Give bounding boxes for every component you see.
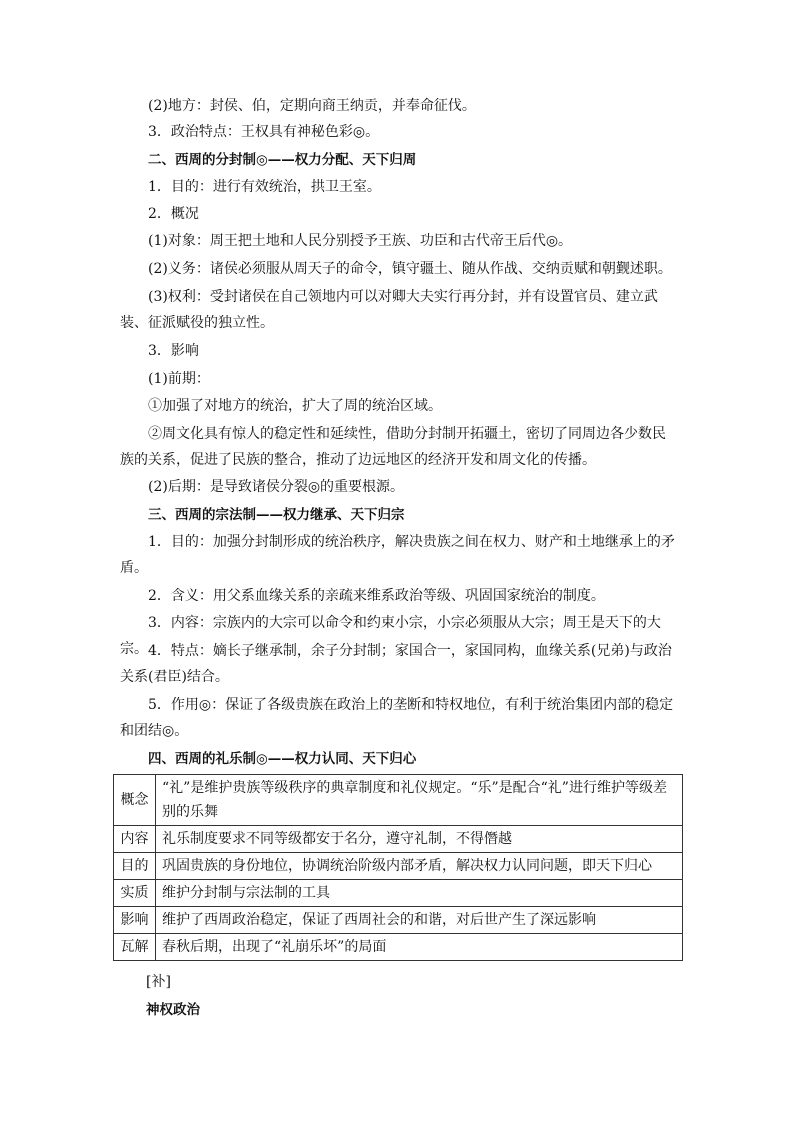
paragraph-rights: (3)权利：受封诸侯在自己领地内可以对卿大夫实行再分封，并有设置官员、建立武装、征派赋役的独立性。 [120, 289, 658, 331]
table-row-key: 目的 [114, 853, 156, 880]
table-row-value: 维护了西周政治稳定，保证了西周社会的和谐，对后世产生了深远影响 [156, 907, 683, 934]
table-row-key: 瓦解 [114, 934, 156, 961]
paragraph-political-feature: 3．政治特点：王权具有神秘色彩◎。 [148, 124, 380, 140]
table-row-key: 实质 [114, 880, 156, 907]
table-row-key: 概念 [114, 775, 156, 826]
paragraph-duties: (2)义务：诸侯必须服从周天子的命令，镇守疆土、随从作战、交纳贡赋和朝觐述职。 [148, 261, 672, 277]
supplement-marker: [补] [146, 974, 171, 990]
paragraph-impact-2: ②周文化具有惊人的稳定性和延续性，借助分封制开拓疆土，密切了同周边各少数民族的关系，促进了民族的整合，推动了边远地区的经济开发和周文化的传播。 [120, 426, 666, 468]
table-row [114, 907, 683, 934]
paragraph-impact-title: 3．影响 [148, 343, 199, 359]
paragraph-early-period: (1)前期： [148, 371, 210, 387]
paragraph-objects: (1)对象：周王把土地和人民分别授予王族、功臣和古代帝王后代◎。 [148, 233, 573, 249]
table-row-value: 春秋后期，出现了“礼崩乐坏”的局面 [156, 934, 683, 961]
heading-rites-music: 四、西周的礼乐制◎——权力认同、天下归心 [148, 751, 417, 767]
heading-theocracy: 神权政治 [146, 1002, 200, 1018]
table-row-key: 影响 [114, 907, 156, 934]
table-row-value: “礼”是维护贵族等级秩序的典章制度和礼仪规定。“乐”是配合“礼”进行维护等级差别的乐舞 [156, 775, 683, 826]
paragraph-overview-title: 2．概况 [148, 206, 199, 222]
paragraph-impact-1: ①加强了对地方的统治，扩大了周的统治区域。 [148, 398, 442, 414]
table-row-value: 礼乐制度要求不同等级都安于名分，遵守礼制，不得僭越 [156, 826, 683, 853]
table-row-value: 维护分封制与宗法制的工具 [156, 880, 683, 907]
heading-feudal-system: 二、西周的分封制◎——权力分配、天下归周 [148, 152, 417, 168]
paragraph-clan-effect: 5．作用◎：保证了各级贵族在政治上的垄断和特权地位，有利于统治集团内部的稳定和团结◎。 [120, 697, 674, 739]
rites-music-table [113, 774, 683, 961]
paragraph-clan-content: 3．内容：宗族内的大宗可以命令和约束小宗，小宗必须服从大宗；周王是天下的大宗。 [120, 615, 661, 657]
table-row [114, 880, 683, 907]
paragraph-local-lords: (2)地方：封侯、伯，定期向商王纳贡，并奉命征伐。 [148, 98, 476, 114]
heading-clan-system: 三、西周的宗法制——权力继承、天下归宗 [148, 507, 405, 523]
paragraph-late-period: (2)后期：是导致诸侯分裂◎的重要根源。 [148, 479, 405, 495]
table-row [114, 775, 683, 826]
paragraph-clan-meaning: 2．含义：用父系血缘关系的亲疏来维系政治等级、巩固国家统治的制度。 [148, 588, 605, 604]
paragraph-clan-purpose: 1．目的：加强分封制形成的统治秩序，解决贵族之间在权力、财产和土地继承上的矛盾。 [120, 534, 675, 576]
paragraph-clan-features: 4．特点：嫡长子继承制，余子分封制；家国合一，家国同构，血缘关系(兄弟)与政治关系(君臣)结合。 [120, 643, 672, 685]
table-row [114, 826, 683, 853]
table-row [114, 853, 683, 880]
table-row-key: 内容 [114, 826, 156, 853]
table-row [114, 934, 683, 961]
table-row-value: 巩固贵族的身份地位，协调统治阶级内部矛盾，解决权力认同问题，即天下归心 [156, 853, 683, 880]
paragraph-purpose: 1．目的：进行有效统治，拱卫王室。 [148, 179, 381, 195]
